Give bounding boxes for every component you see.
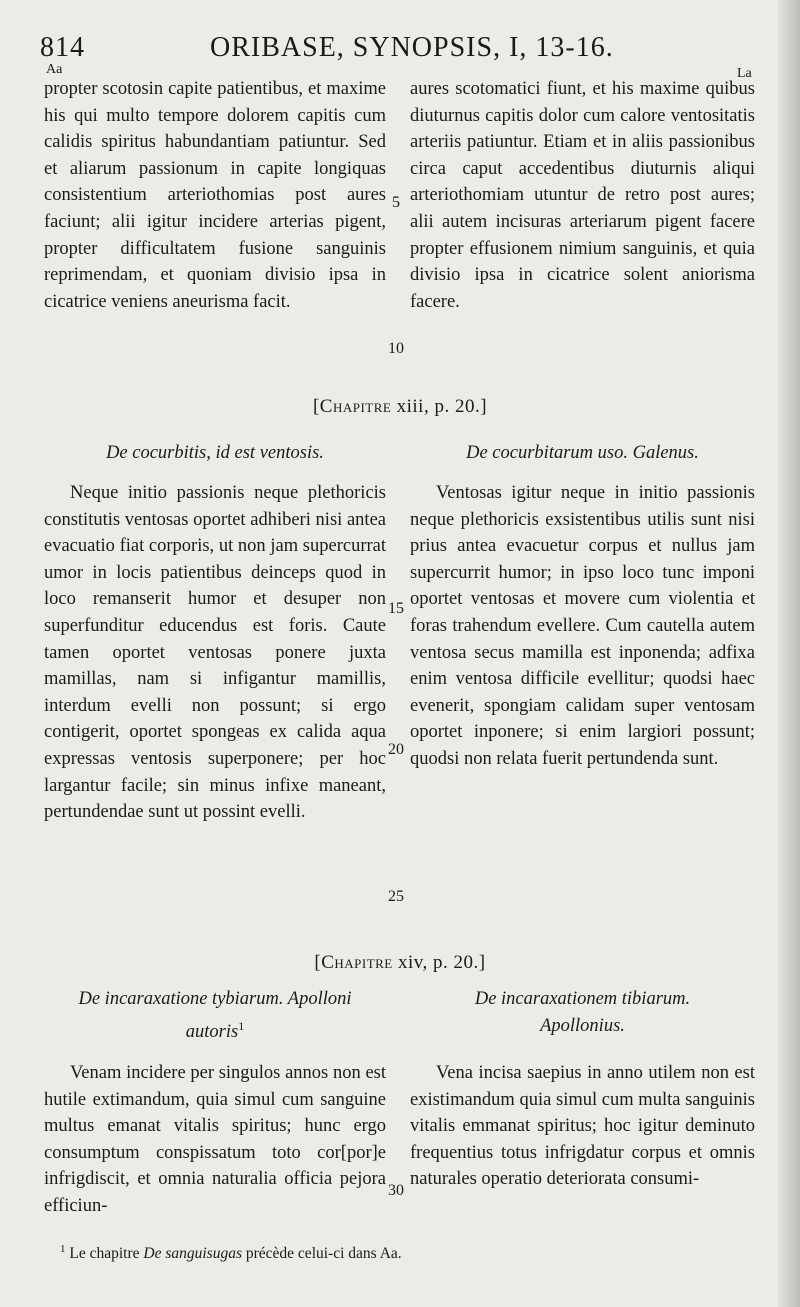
line-number-15: 15 — [388, 600, 404, 617]
line-number-25: 25 — [388, 888, 404, 905]
chapter-14-left-title: De incaraxatione tybiarum. Apolloni autoris$^1$ — [78, 989, 352, 1043]
top-left-text: propter scotosin capite patientibus, et maxime his qui multo tempore dolorem capitis cum calidis spiritus habundantiam patiuntur. Sed et aliarum passionum in capite longiquas consistentium arteriothomias post aures faciunt; alii igitur incidere arterias pigent, propter difficultatem fusione sanguinis reprimendam, et quoniam divisio ipsa in cicatrice veniens aneurisma facit. — [44, 79, 386, 312]
running-title: ORIBASE, SYNOPSIS, I, 13-16. — [210, 32, 614, 63]
chapter-13-right-text: Ventosas igitur neque in initio passionis neque plethoricis exsistentibus utilis sunt nisi prius antea evacuetur corpus et nullus jam supercurrit humor; in ipso loco tunc imponi oportet ventosas et movere cum violentia et foras trahendum evellere. Cum cautella autem ventosa secus mamilla est inponenda; adfixa enim ventosa difficile evellitur; quodsi haec evenerit, spongiam calidam super ventosam oportet inponere; si enim largiori possunt; quodsi non relata fuerit pertundenda sunt. — [410, 483, 755, 769]
chapter-14-left-text: Venam incidere per singulos annos non est hutile extimandum, quia simul cum sanguine multus emanat vitalis spiritus; hunc ergo consumptum conspissatum toto cor[por]e infrigdiscit, et omnia naturalia officia pejora efficiun- — [44, 1063, 386, 1216]
line-number-20: 20 — [388, 741, 404, 758]
chapter-13-right-title: De cocurbitarum uso. Galenus. — [466, 443, 699, 463]
footnote: $^1$ Le chapitre De sanguisugas précède celui-ci dans Aa. — [60, 1243, 402, 1263]
page-number: 814 — [40, 32, 85, 63]
chapter-14-heading: [Chapitre xiv, p. 20.] — [314, 952, 486, 973]
chapter-13-left-text: Neque initio passionis neque plethoricis constitutis ventosas oportet adhiberi nisi antea evacuatio fiat corporis, ut non jam supercurrat umor in locis patientibus deinceps quod in loco remanserit humor et desuper non superfunditur educendus est foris. Caute tamen oportet ventosas ponere juxta mamillas, nam si infigantur mamillis, interdum evelli non possunt; si ergo contigerit, oportet spongeas ex calida aqua expressas ventosis superponere; per hoc largantur facile; sin minus infixe maneant, pertundendae sunt ut possint evelli. — [44, 483, 386, 823]
chapter-14-right-text: Vena incisa saepius in anno utilem non est existimandum quia simul cum multa sanguinis vitalis emmanat spiritus; hoc igitur deminuto frequentius totus infrigdatur corpus et omnis naturales operatio deteriorata consumi- — [410, 1063, 755, 1190]
top-right-column — [410, 76, 755, 315]
chapter-14-right-column — [410, 1060, 755, 1193]
chapter-13-left-column — [44, 480, 386, 826]
footnote-reference: 1 — [238, 1019, 245, 1033]
chapter-13-right-column — [410, 480, 755, 773]
top-right-text: aures scotomatici fiunt, et his maxime quibus diuturnus capitis dolor cum calore ventositatis arteriis patiuntur. Etiam et in aliis passionibus circa caput accedentibus diuturnis aliqui arteriothomiam utuntur de retro post aures; alii autem incisuras arteriarum pigent facere propter effusionem nimium sanguinis, et quia divisio ipsa in cicatrice solent aniorisma facere. — [410, 79, 755, 312]
chapter-13-heading: [Chapitre xiii, p. 20.] — [312, 396, 488, 417]
line-number-5: 5 — [392, 194, 400, 211]
chapter-14-right-title: De incaraxationem tibiarum. Apollonius. — [474, 989, 691, 1036]
chapter-14-left-column — [44, 1060, 386, 1220]
top-left-column — [44, 76, 386, 315]
page-edge — [778, 0, 800, 1307]
running-header — [40, 32, 760, 66]
line-number-10: 10 — [388, 340, 404, 357]
chapter-13-left-title: De cocurbitis, id est ventosis. — [106, 443, 324, 463]
siglum-right: La — [737, 66, 752, 81]
footnote-mark: 1 — [60, 1243, 66, 1255]
siglum-left: Aa — [46, 62, 63, 77]
line-number-30: 30 — [388, 1182, 404, 1199]
